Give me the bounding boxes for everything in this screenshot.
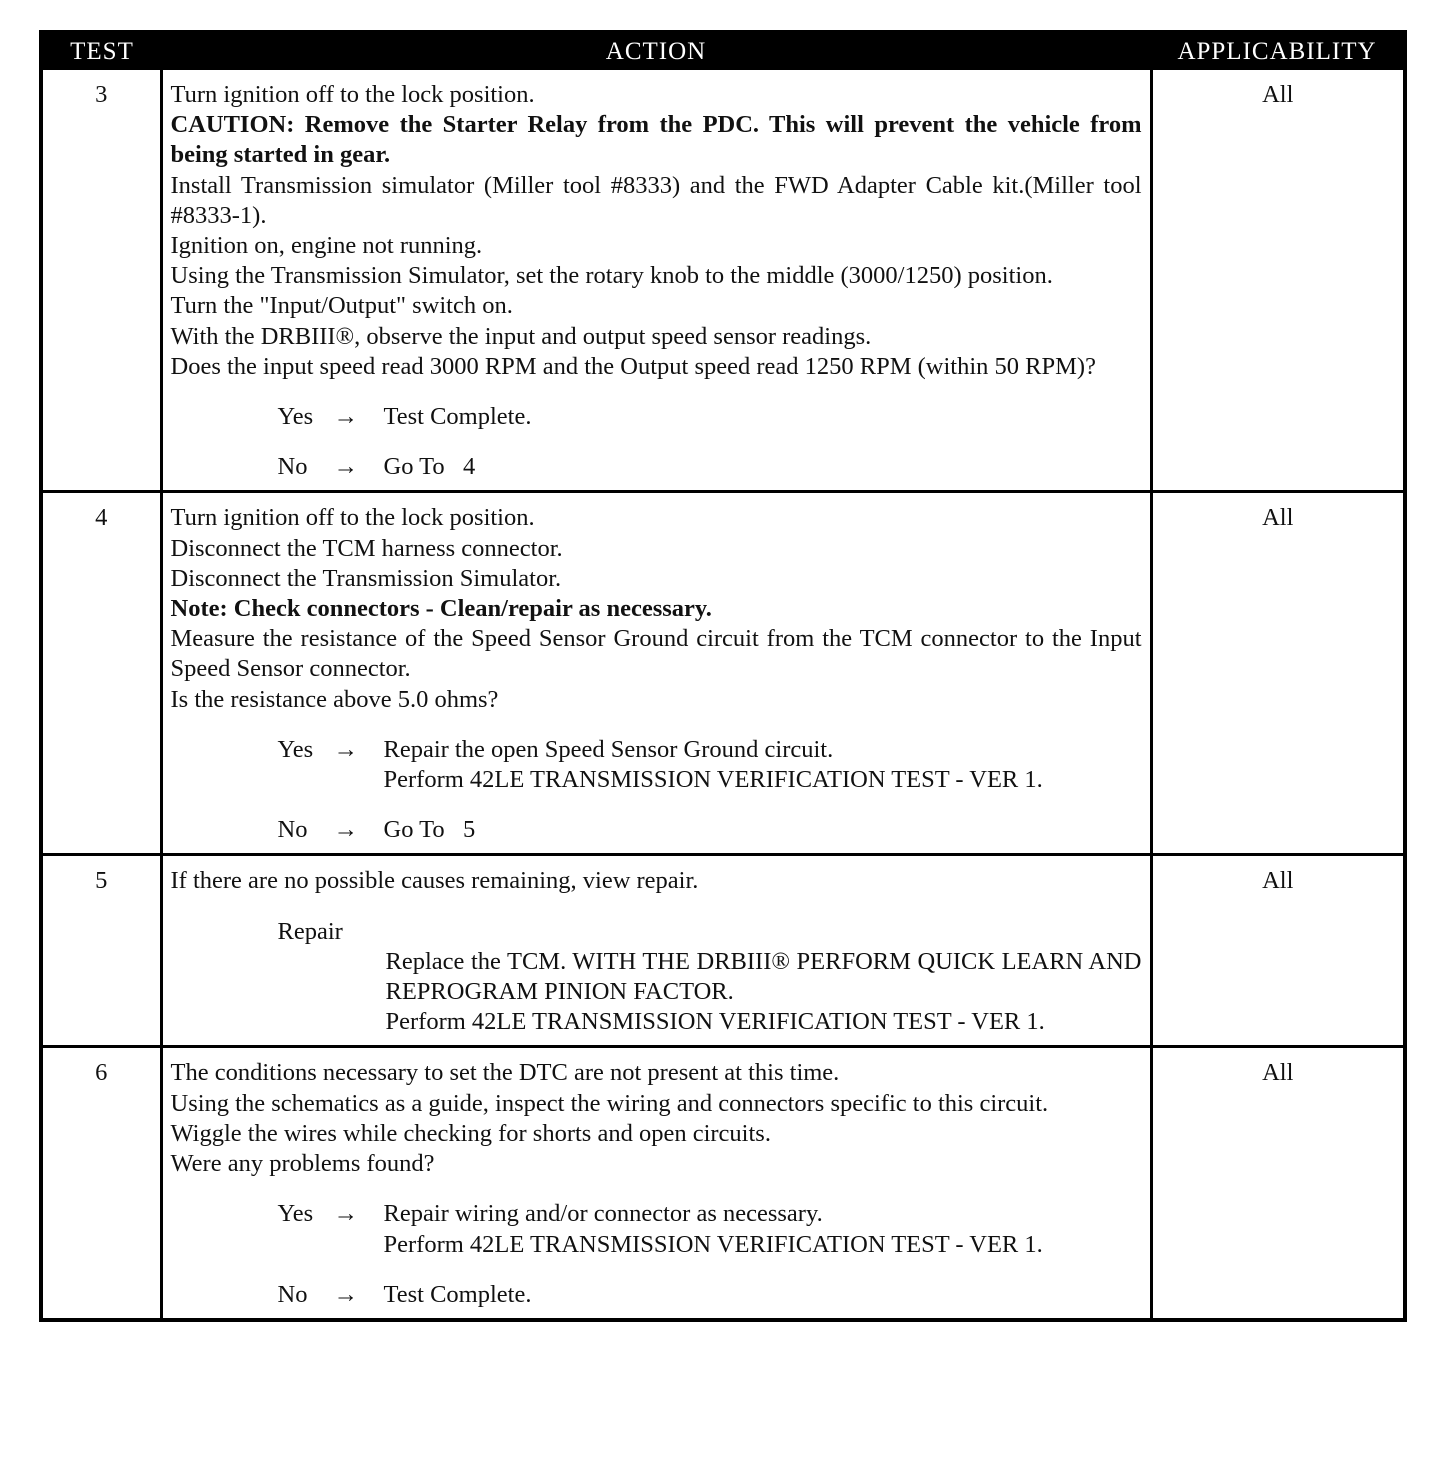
- question-line: Is the resistance above 5.0 ohms?: [170, 685, 499, 713]
- arrow-icon: →: [333, 1200, 358, 1228]
- response-label: No: [277, 1280, 308, 1308]
- action-cell: [161, 855, 1151, 1047]
- applicability-value: All: [1151, 492, 1403, 855]
- response-no: [278, 452, 1142, 482]
- response-outcome: Repair the open Speed Sensor Ground circuit.: [383, 735, 834, 763]
- table-row: [43, 855, 1403, 1047]
- question-line: Were any problems found?: [170, 1150, 435, 1178]
- response-yes: [278, 402, 1142, 432]
- response-outcome: Perform 42LE TRANSMISSION VERIFICATION TEST - VER 1.: [383, 766, 1043, 794]
- action-line: Turn ignition off to the lock position.: [170, 504, 535, 532]
- response-no: [278, 1280, 1142, 1310]
- repair-line: Replace the TCM. WITH THE DRBIII® PERFORM QUICK LEARN AND REPROGRAM PINION FACTOR.: [385, 947, 1142, 1006]
- response-yes: [278, 735, 1142, 795]
- test-number: 5: [43, 855, 161, 1047]
- response-outcome: Test Complete.: [383, 403, 532, 431]
- action-line: Disconnect the TCM harness connector.: [170, 534, 563, 562]
- question-line: Does the input speed read 3000 RPM and the Output speed read 1250 RPM (within 50 RPM)?: [170, 352, 1096, 380]
- header-action: ACTION: [161, 34, 1151, 70]
- response-label: Yes: [277, 735, 314, 763]
- action-line: With the DRBIII®, observe the input and output speed sensor readings.: [170, 322, 872, 350]
- action-line: Using the schematics as a guide, inspect the wiring and connectors specific to this circuit.: [170, 1089, 1049, 1117]
- header-test: TEST: [43, 34, 161, 70]
- response-outcome: Repair wiring and/or connector as necessary.: [383, 1200, 823, 1228]
- response-label: Yes: [277, 1200, 314, 1228]
- response-label: Yes: [277, 403, 314, 431]
- response-outcome: Perform 42LE TRANSMISSION VERIFICATION TEST - VER 1.: [383, 1230, 1043, 1258]
- action-line: Ignition on, engine not running.: [170, 232, 483, 260]
- response-yes: [278, 1199, 1142, 1259]
- response-outcome: Test Complete.: [383, 1280, 532, 1308]
- action-line: Turn ignition off to the lock position.: [170, 81, 535, 108]
- action-line: Turn the "Input/Output" switch on.: [170, 292, 513, 320]
- action-line: Measure the resistance of the Speed Sensor Ground circuit from the TCM connector to the Input Speed Sensor connector.: [170, 625, 1142, 683]
- action-line: Disconnect the Transmission Simulator.: [170, 564, 562, 592]
- test-number: 4: [43, 492, 161, 855]
- arrow-icon: →: [333, 453, 358, 481]
- applicability-value: All: [1262, 81, 1294, 108]
- response-label: No: [277, 816, 308, 844]
- repair-instructions: [386, 947, 1142, 1038]
- applicability-value: All: [1151, 1047, 1403, 1318]
- arrow-icon: →: [333, 816, 358, 844]
- table-row: [43, 70, 1403, 492]
- response-outcome: Go To 5: [383, 816, 476, 844]
- response-label: No: [277, 453, 308, 481]
- applicability-value: All: [1151, 855, 1403, 1047]
- action-cell: [161, 70, 1151, 492]
- arrow-icon: →: [333, 403, 358, 431]
- repair-label: Repair: [277, 917, 343, 945]
- action-line: Using the Transmission Simulator, set the rotary knob to the middle (3000/1250) position.: [170, 262, 1053, 290]
- diagnostic-test-table: [39, 30, 1407, 1322]
- header-applicability: APPLICABILITY: [1151, 34, 1403, 70]
- table-row: [43, 492, 1403, 855]
- response-outcome: Go To 4: [383, 453, 476, 481]
- action-line: The conditions necessary to set the DTC are not present at this time.: [170, 1059, 840, 1087]
- table-header-row: [43, 34, 1403, 70]
- action-cell: [161, 1047, 1151, 1318]
- arrow-icon: →: [333, 1280, 358, 1308]
- action-cell: [161, 492, 1151, 855]
- test-number: 3: [43, 70, 161, 492]
- test-number: 6: [43, 1047, 161, 1318]
- action-line: Wiggle the wires while checking for shorts and open circuits.: [170, 1119, 771, 1147]
- repair-line: Perform 42LE TRANSMISSION VERIFICATION TEST - VER 1.: [385, 1008, 1045, 1036]
- response-no: [278, 815, 1142, 845]
- action-line: Install Transmission simulator (Miller tool #8333) and the FWD Adapter Cable kit.(Miller tool #8333-1).: [170, 171, 1142, 229]
- caution-line: CAUTION: Remove the Starter Relay from the PDC. This will prevent the vehicle from being started in gear.: [170, 111, 1142, 169]
- arrow-icon: →: [333, 735, 358, 763]
- action-line: If there are no possible causes remaining, view repair.: [170, 867, 699, 895]
- note-line: Note: Check connectors - Clean/repair as necessary.: [170, 595, 712, 623]
- table-row: [43, 1047, 1403, 1318]
